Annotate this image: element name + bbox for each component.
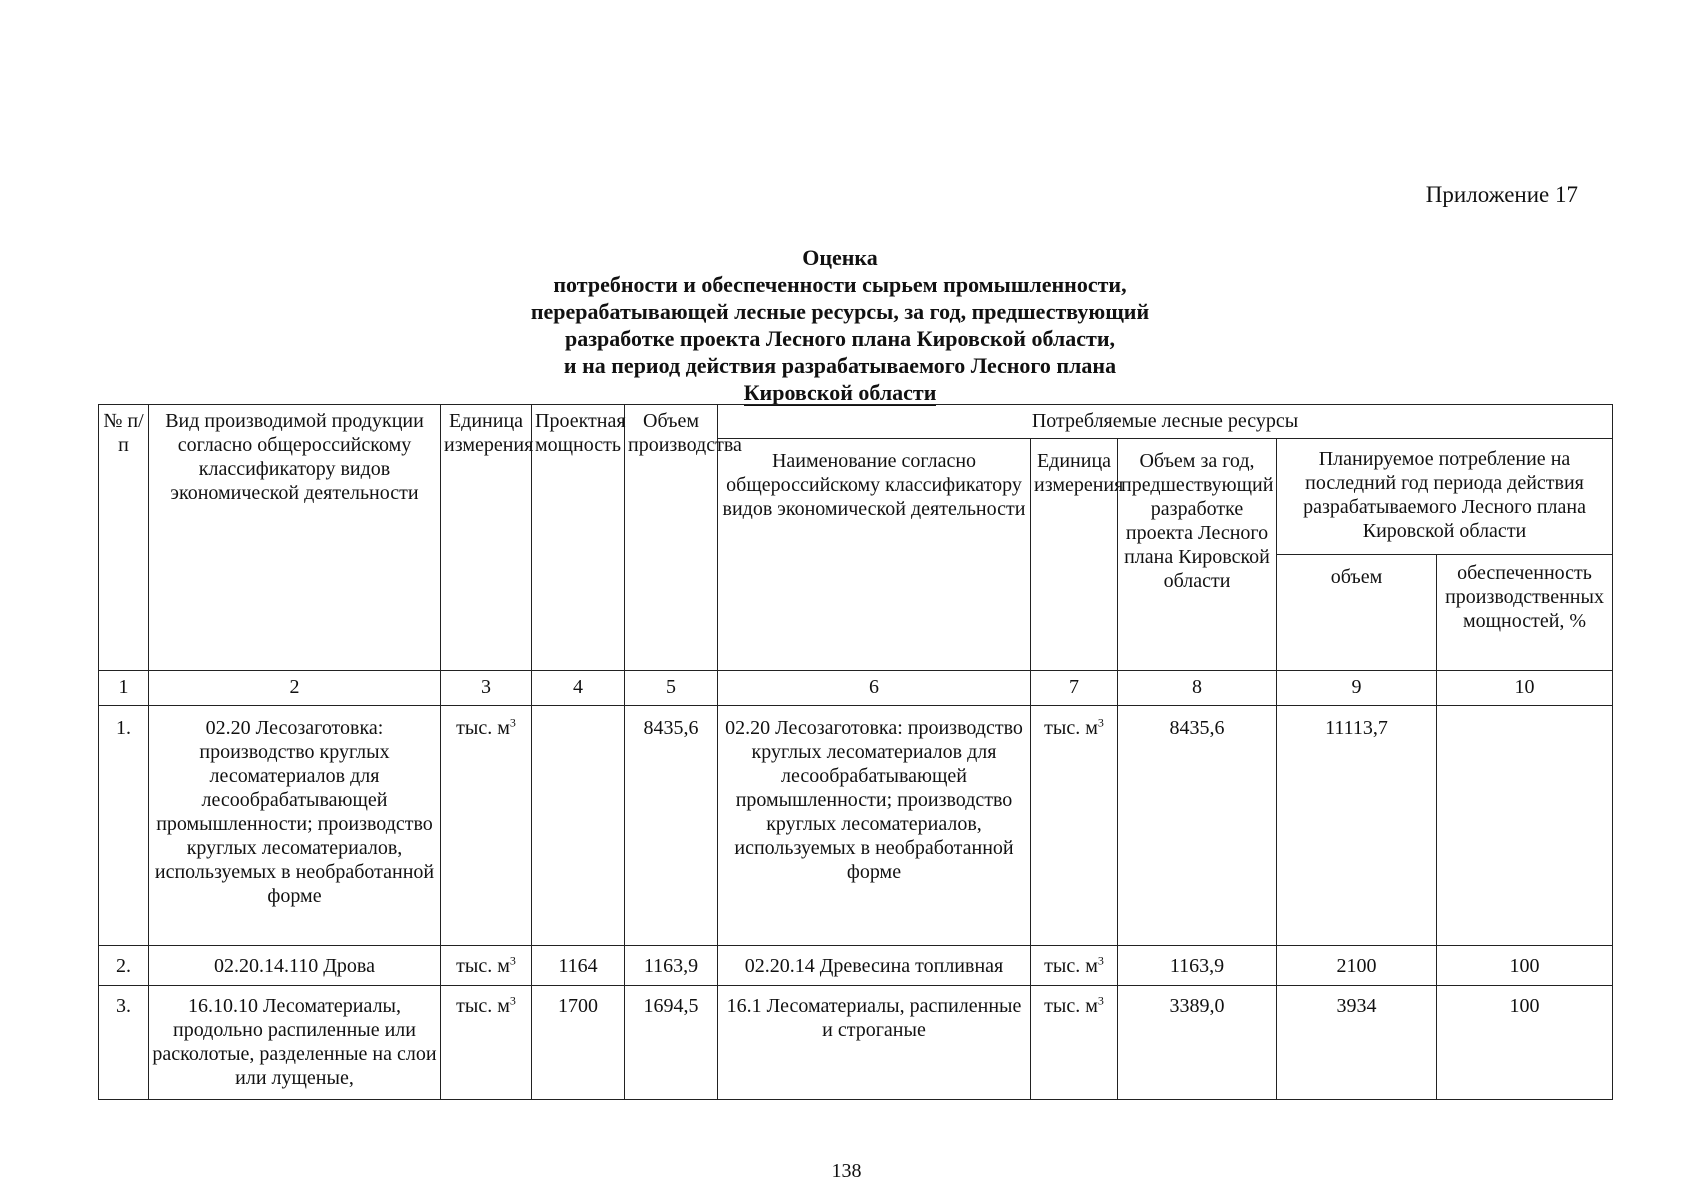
row-unit bbox=[441, 986, 532, 1100]
row-product: 16.10.10 Лесоматериалы, продольно распиленные или расколотые, разделенные на слои или лущеные, bbox=[149, 986, 441, 1100]
row-resource-unit bbox=[1031, 986, 1118, 1100]
row-supply-pct: 100 bbox=[1437, 986, 1613, 1100]
row-planned-volume: 2100 bbox=[1277, 946, 1437, 986]
title-line: Оценка bbox=[802, 245, 878, 270]
row-product: 02.20.14.110 Дрова bbox=[149, 946, 441, 986]
unit-text: тыс. м bbox=[456, 717, 510, 739]
header-num: № п/п bbox=[99, 405, 149, 671]
column-number: 1 bbox=[99, 671, 149, 706]
column-number: 6 bbox=[718, 671, 1031, 706]
header-consumed-resources: Потребляемые лесные ресурсы bbox=[718, 405, 1613, 439]
row-product: 02.20 Лесозаготовка: производство круглых лесоматериалов для лесообрабатывающей промышленности; производство круглых лесоматериалов, используемых в необработанной форме bbox=[149, 706, 441, 946]
row-capacity bbox=[532, 706, 625, 946]
header-product-type: Вид производимой продукции согласно общероссийскому классификатору видов экономической деятельности bbox=[149, 405, 441, 671]
title-line: Кировской области bbox=[743, 380, 937, 405]
unit-text: тыс. м bbox=[1044, 955, 1098, 977]
row-prior-year-volume: 8435,6 bbox=[1118, 706, 1277, 946]
row-resource-unit bbox=[1031, 706, 1118, 946]
row-resource-name: 02.20 Лесозаготовка: производство круглых лесоматериалов для лесообрабатывающей промышленности; производство круглых лесоматериалов, используемых в необработанной форме bbox=[718, 706, 1031, 946]
row-volume: 1694,5 bbox=[625, 986, 718, 1100]
row-capacity: 1700 bbox=[532, 986, 625, 1100]
row-supply-pct: 100 bbox=[1437, 946, 1613, 986]
table-row bbox=[99, 946, 1613, 986]
column-number-row bbox=[99, 671, 1613, 706]
header-row-1 bbox=[99, 405, 1613, 439]
row-num: 2. bbox=[99, 946, 149, 986]
column-number: 9 bbox=[1277, 671, 1437, 706]
header-supply-pct: обеспеченность производственных мощностей, % bbox=[1437, 555, 1613, 671]
row-resource-unit bbox=[1031, 946, 1118, 986]
row-volume: 1163,9 bbox=[625, 946, 718, 986]
header-planned-consumption: Планируемое потребление на последний год периода действия разрабатываемого Лесного плана Кировской области bbox=[1277, 439, 1613, 555]
row-volume: 8435,6 bbox=[625, 706, 718, 946]
row-prior-year-volume: 1163,9 bbox=[1118, 946, 1277, 986]
header-prior-year-volume: Объем за год, предшествующий разработке проекта Лесного плана Кировской области bbox=[1118, 439, 1277, 671]
header-unit: Единица измерения bbox=[441, 405, 532, 671]
column-number: 7 bbox=[1031, 671, 1118, 706]
row-num: 1. bbox=[99, 706, 149, 946]
row-supply-pct bbox=[1437, 706, 1613, 946]
row-resource-name: 16.1 Лесоматериалы, распиленные и строганые bbox=[718, 986, 1031, 1100]
column-number: 4 bbox=[532, 671, 625, 706]
document-title bbox=[340, 244, 1340, 406]
table-row bbox=[99, 986, 1613, 1100]
title-line: потребности и обеспеченности сырьем промышленности, bbox=[553, 272, 1127, 297]
header-capacity: Проектная мощность bbox=[532, 405, 625, 671]
column-number: 10 bbox=[1437, 671, 1613, 706]
row-num: 3. bbox=[99, 986, 149, 1100]
row-planned-volume: 11113,7 bbox=[1277, 706, 1437, 946]
row-prior-year-volume: 3389,0 bbox=[1118, 986, 1277, 1100]
unit-superscript: 3 bbox=[509, 715, 516, 730]
column-number: 2 bbox=[149, 671, 441, 706]
unit-superscript: 3 bbox=[509, 993, 516, 1008]
unit-superscript: 3 bbox=[1097, 993, 1104, 1008]
appendix-label: Приложение 17 bbox=[1425, 182, 1578, 207]
column-number: 5 bbox=[625, 671, 718, 706]
unit-text: тыс. м bbox=[1044, 717, 1098, 739]
column-number: 3 bbox=[441, 671, 532, 706]
header-resource-name: Наименование согласно общероссийскому классификатору видов экономической деятельности bbox=[718, 439, 1031, 671]
unit-superscript: 3 bbox=[509, 953, 516, 968]
unit-text: тыс. м bbox=[456, 995, 510, 1017]
page-number: 138 bbox=[831, 1160, 862, 1182]
unit-superscript: 3 bbox=[1097, 715, 1104, 730]
title-line: разработке проекта Лесного плана Кировской области, bbox=[564, 326, 1116, 351]
unit-text: тыс. м bbox=[456, 955, 510, 977]
header-resource-unit: Единица измерения bbox=[1031, 439, 1118, 671]
table-row bbox=[99, 706, 1613, 946]
row-unit bbox=[441, 946, 532, 986]
unit-text: тыс. м bbox=[1044, 995, 1098, 1017]
resource-assessment-table bbox=[98, 404, 1613, 1100]
title-line: перерабатывающей лесные ресурсы, за год, предшествующий bbox=[530, 299, 1150, 324]
row-planned-volume: 3934 bbox=[1277, 986, 1437, 1100]
header-planned-volume: объем bbox=[1277, 555, 1437, 671]
header-production-volume: Объем производства bbox=[625, 405, 718, 671]
unit-superscript: 3 bbox=[1097, 953, 1104, 968]
title-line: и на период действия разрабатываемого Лесного плана bbox=[563, 353, 1117, 378]
column-number: 8 bbox=[1118, 671, 1277, 706]
row-capacity: 1164 bbox=[532, 946, 625, 986]
row-resource-name: 02.20.14 Древесина топливная bbox=[718, 946, 1031, 986]
row-unit bbox=[441, 706, 532, 946]
